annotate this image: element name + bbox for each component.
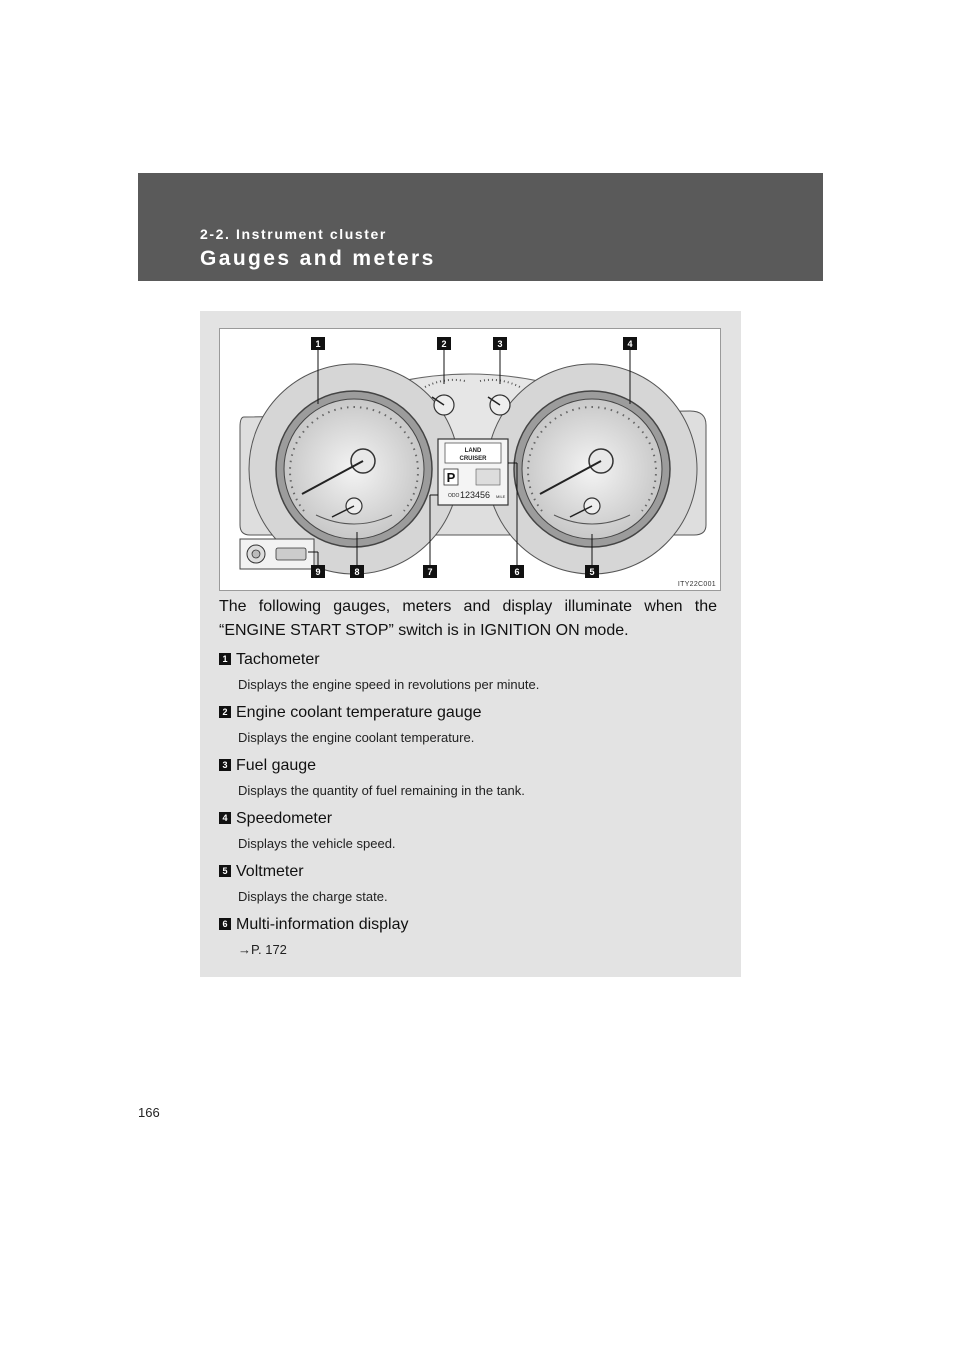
svg-text:5: 5 (589, 567, 595, 577)
page-title: Gauges and meters (200, 247, 436, 270)
item-description: Displays the charge state. (238, 889, 388, 904)
callout-2 (437, 337, 451, 350)
multi-information-display (438, 439, 508, 505)
item-description: Displays the engine speed in revolutions per minute. (238, 677, 540, 692)
list-item (219, 862, 719, 915)
item-number-badge: 5 (219, 865, 231, 877)
callout-8 (350, 565, 364, 578)
section-label: 2-2. Instrument cluster (200, 226, 387, 242)
callout-5 (585, 565, 599, 578)
list-item (219, 809, 719, 862)
callout-9 (311, 565, 325, 578)
callout-3 (493, 337, 507, 350)
svg-text:8: 8 (354, 567, 360, 577)
instrument-cluster-illustration (220, 329, 721, 591)
svg-text:7: 7 (427, 567, 433, 577)
callout-6 (510, 565, 524, 578)
header-band (138, 173, 823, 281)
item-title: Speedometer (236, 810, 333, 827)
list-item (219, 915, 719, 968)
content-panel (200, 311, 741, 977)
list-item (219, 703, 719, 756)
item-title: Engine coolant temperature gauge (236, 704, 482, 721)
page-number: 166 (138, 1105, 160, 1120)
item-description: Displays the vehicle speed. (238, 836, 396, 851)
svg-text:4: 4 (627, 339, 633, 349)
trip-button-panel (240, 539, 314, 569)
item-title: Voltmeter (236, 863, 304, 880)
figure-code: ITY22C001 (677, 581, 716, 588)
display-odo-value: 123456 (460, 490, 491, 500)
gauge-list (219, 650, 719, 968)
instrument-cluster-figure (219, 328, 721, 591)
item-title: Fuel gauge (236, 757, 317, 774)
item-number-badge: 2 (219, 706, 231, 718)
callout-1 (311, 337, 325, 350)
svg-text:3: 3 (497, 339, 503, 349)
svg-text:2: 2 (441, 339, 447, 349)
item-number-badge: 4 (219, 812, 231, 824)
page-reference-link[interactable]: →P. 172 (238, 942, 287, 957)
list-item (219, 756, 719, 809)
display-brand-line1: LAND (464, 448, 482, 454)
display-odo-unit: MILE (496, 494, 506, 499)
svg-text:6: 6 (514, 567, 520, 577)
callout-4 (623, 337, 637, 350)
display-gear: P (446, 470, 456, 485)
item-description: Displays the quantity of fuel remaining in the tank. (238, 783, 525, 798)
callout-7 (423, 565, 437, 578)
svg-text:9: 9 (315, 567, 321, 577)
item-number-badge: 1 (219, 653, 231, 665)
display-brand-line2: CRUISER (459, 456, 487, 462)
item-number-badge: 3 (219, 759, 231, 771)
item-title: Tachometer (236, 651, 320, 668)
item-description: Displays the engine coolant temperature. (238, 730, 475, 745)
display-odo-label: ODO (448, 493, 460, 499)
svg-text:1: 1 (315, 339, 321, 349)
list-item (219, 650, 719, 703)
intro-paragraph: The following gauges, meters and display illuminate when the “ENGINE START STOP” switch is in IGNITION ON mode. (219, 598, 717, 639)
item-title: Multi-information display (236, 916, 409, 933)
item-number-badge: 6 (219, 918, 231, 930)
